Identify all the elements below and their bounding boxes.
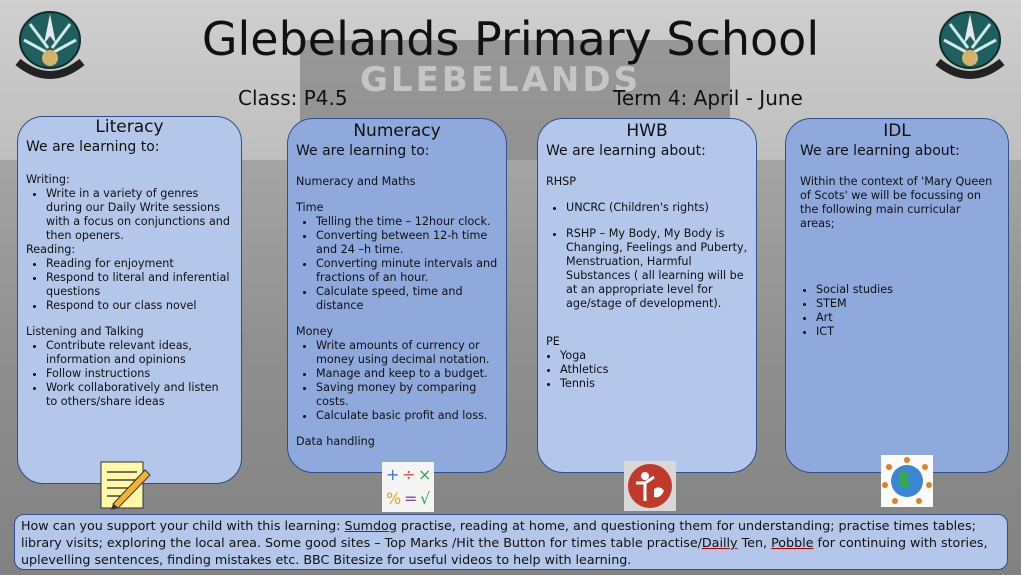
footer-text: practise, reading at home, and questioning them for understanding; practise times tables; library visits; exploring the local area. Some good sites – Top Marks /Hit the Button for times table practise/ [21, 518, 976, 550]
footer-sumdog: Sumdog [344, 518, 397, 533]
list-item: • Respond to literal and inferential questions [46, 271, 233, 299]
listening-talking-heading: Listening and Talking [26, 325, 144, 338]
pe-heading: PE [546, 335, 560, 348]
writing-heading: Writing: [26, 173, 70, 186]
idl-panel [785, 118, 1009, 473]
page-title: Glebelands Primary School [201, 12, 820, 66]
list-item: • Converting between 12-h time and 24 –h time. [316, 229, 498, 257]
list-item: • STEM [816, 297, 994, 311]
list-item: • Manage and keep to a budget. [316, 367, 498, 381]
footer-text: Ten, [737, 535, 772, 550]
numeracy-heading: Numeracy [353, 121, 441, 141]
hwb-panel [537, 118, 757, 473]
wellbeing-icon [624, 461, 676, 511]
list-item: • Write amounts of currency or money using decimal notation. [316, 339, 498, 367]
svg-text:%: % [386, 489, 402, 508]
numeracy-subheading: Numeracy and Maths [296, 175, 416, 188]
list-item: • Reading for enjoyment [46, 257, 233, 271]
list-item: • Write in a variety of genres during our Daily Write sessions with a focus on conjunctions and then openers. [46, 187, 233, 243]
hwb-intro: We are learning about: [546, 143, 706, 159]
money-heading: Money [296, 325, 334, 338]
term-label: Term 4: April - June [613, 86, 803, 110]
list-item: • Work collaboratively and listen to others/share ideas [46, 381, 233, 409]
list-item: • UNCRC (Children's rights) [566, 201, 748, 215]
svg-text:×: × [418, 465, 432, 484]
idl-body: Within the context of 'Mary Queen of Scots' we will be focussing on the following main curricular areas; [800, 175, 993, 230]
list-item: • Calculate speed, time and distance [316, 285, 498, 313]
data-handling-heading: Data handling [296, 435, 375, 448]
list-item: • Art [816, 311, 994, 325]
list-item: • Follow instructions [46, 367, 233, 381]
footer-pobble: Pobble [771, 535, 814, 550]
literacy-intro: We are learning to: [26, 139, 160, 155]
list-item: • Calculate basic profit and loss. [316, 409, 498, 423]
list-item: • ICT [816, 325, 994, 339]
numeracy-panel [287, 118, 507, 473]
footer-dailly: Dailly [701, 535, 738, 550]
footer-text: for continuing with stories, uplevelling sentences, finding mistakes etc. BBC Bitesize for useful videos to help with learning. [21, 535, 988, 567]
list-item: • Respond to our class novel [46, 299, 233, 313]
list-item: • Converting minute intervals and fractions of an hour. [316, 257, 498, 285]
list-item: • Social studies [816, 283, 994, 297]
list-item: • Athletics [560, 363, 748, 377]
reading-heading: Reading: [26, 243, 76, 256]
parent-support-box [14, 514, 1008, 570]
rhsp-heading: RHSP [546, 175, 577, 188]
hwb-heading: HWB [626, 121, 668, 141]
literacy-panel [17, 116, 242, 484]
idl-heading: IDL [883, 121, 911, 141]
idl-intro: We are learning about: [800, 143, 960, 159]
footer-text: How can you support your child with this learning: [21, 518, 345, 533]
maths-symbols-icon [382, 462, 434, 512]
list-item: • Tennis [560, 377, 748, 391]
svg-text:√: √ [420, 489, 431, 508]
list-item: • Contribute relevant ideas, information and opinions [46, 339, 233, 367]
list-item: • Saving money by comparing costs. [316, 381, 498, 409]
svg-text:=: = [404, 489, 418, 508]
background-sign: GLEBELANDS [360, 60, 642, 100]
svg-text:+: + [386, 465, 400, 484]
literacy-heading: Literacy [95, 117, 164, 137]
time-heading: Time [296, 201, 324, 214]
list-item: • RSHP – My Body, My Body is Changing, Feelings and Puberty, Menstruation, Harmful Substances ( all learning will be at an appropriate level for age/stage of development). [566, 227, 748, 311]
svg-text:÷: ÷ [402, 465, 416, 484]
class-label: Class: P4.5 [238, 86, 348, 110]
notepad-pencil-icon [99, 460, 151, 510]
globe-people-icon [881, 455, 933, 507]
list-item: • Yoga [560, 349, 748, 363]
numeracy-intro: We are learning to: [296, 143, 430, 159]
list-item: • Telling the time – 12hour clock. [316, 215, 498, 229]
